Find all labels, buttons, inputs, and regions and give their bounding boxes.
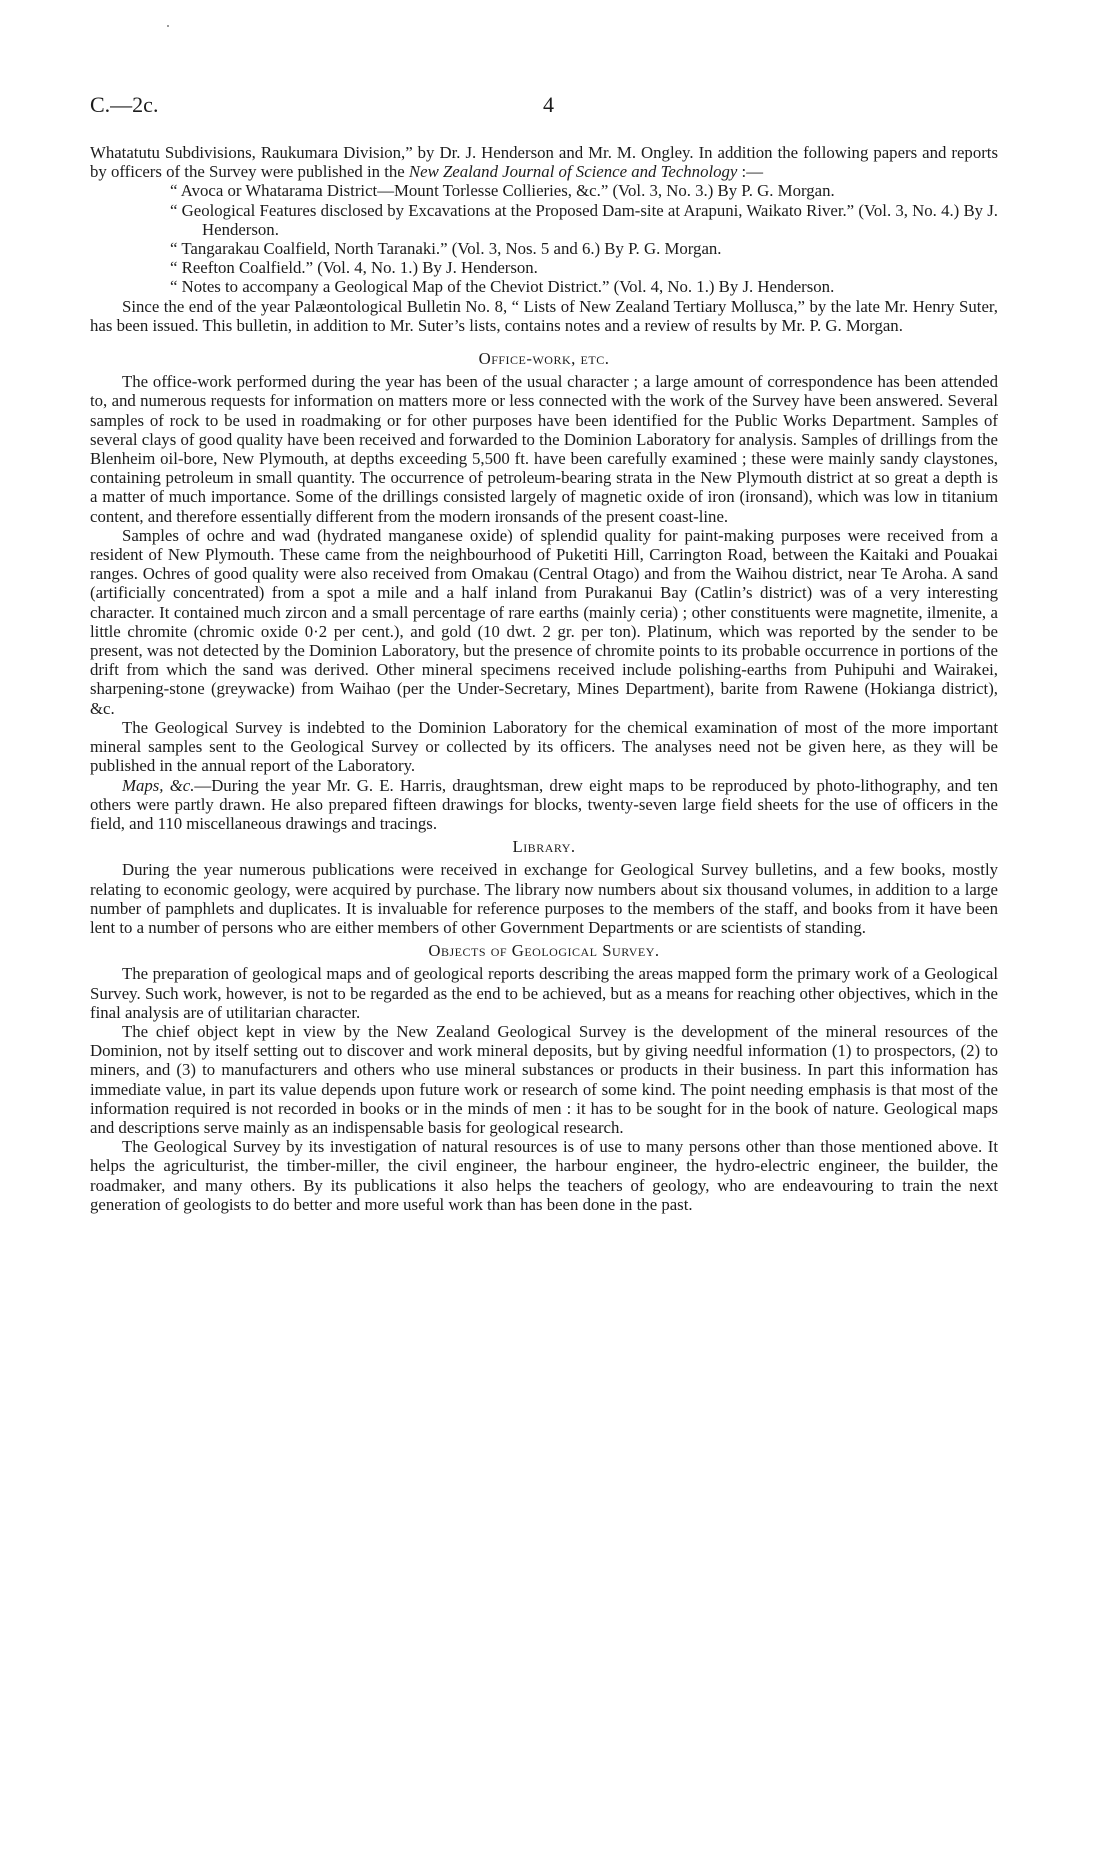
objects-heading: Objects of Geological Survey. <box>428 941 660 961</box>
office-work-heading: Office-work, etc. <box>478 349 610 369</box>
library-heading: Library. <box>512 837 576 857</box>
maps-label: Maps, &c. <box>122 775 195 795</box>
document-code: C.—2c. <box>90 92 159 117</box>
reference-item: “ Reefton Coalfield.” (Vol. 4, No. 1.) By J. Henderson. <box>170 258 538 278</box>
objects-paragraph: The preparation of geological maps and of geological reports describing the areas mapped form the primary work of a Geological Survey. Such work, however, is not to be regarded as the end to be achieved, but as a means for reaching other objectives, which in the final analysis are of utilitarian character. <box>90 964 998 1022</box>
journal-name: New Zealand Journal of Science and Technology <box>408 162 738 182</box>
intro-lead-in: :— <box>737 162 763 182</box>
office-work-paragraph: The Geological Survey is indebted to the Dominion Laboratory for the chemical examination of most of the more important mineral samples sent to the Geological Survey or collected by its officers. The analyses need not be given here, as they will be published in the annual report of the Laboratory. <box>90 717 998 776</box>
reference-item: “ Notes to accompany a Geological Map of the Cheviot District.” (Vol. 4, No. 1.) By J. Henderson. <box>170 277 835 297</box>
office-work-paragraph: Samples of ochre and wad (hydrated manganese oxide) of splendid quality for paint-making purposes were received from a resident of New Plymouth. These came from the neighbourhood of Puketiti Hill, Carrington Road, between the Kaitaki and Pouakai ranges. Ochres of good quality were also received from Omakau (Central Otago) and from the Waihou district, near Te Aroha. A sand (artificially concentrated) from a spot a mile and a half inland from Purakanui Bay (Catlin’s district) was of a very interesting character. It contained much zircon and a small percentage of rare earths (mainly ceria) ; other constituents were magnetite, ilmenite, a little chromite (chromic oxide 0·2 per cent.), and gold (10 dwt. 2 gr. per ton). Platinum, which was reported by the sender to be present, was not detected by the Dominion Laboratory, but the presence of chromite points to its probable occurrence in portions of the drift from which the sand was derived. Other mineral specimens received include polishing-earths from Puhipuhi and Wairakei, sharpening-stone (greywacke) from Waihao (per the Under-Secretary, Mines Department), barite from Rawene (Hokianga district), &c. <box>90 525 998 718</box>
office-work-paragraph: The office-work performed during the year has been of the usual character ; a large amount of correspondence has been attended to, and numerous requests for information on matters more or less connected with the work of the Survey have been answered. Several samples of rock to be used in roadmaking or for other purposes have been identified for the Public Works Department. Samples of several clays of good quality have been received and forwarded to the Dominion Laboratory for analysis. Samples of drillings from the Blenheim oil-bore, New Plymouth, at depths exceeding 5,500 ft. have been carefully examined ; these were mainly sandy claystones, containing petroleum in small quantity. The occurrence of petroleum-bearing strata in the New Plymouth district at so great a depth is a matter of much importance. Some of the drillings consisted largely of magnetic oxide of iron (ironsand), which was low in titanium content, and therefore essentially different from the modern ironsands of the present coast-line. <box>90 372 998 526</box>
objects-paragraph: The chief object kept in view by the New Zealand Geological Survey is the development of the mineral resources of the Dominion, not by itself setting out to discover and work mineral deposits, but by giving needful information (1) to prospectors, (2) to miners, and (3) to manufacturers and others who use mineral substances or products in their business. In part this information has immediate value, in part its value depends upon future work or research of some kind. The point needing emphasis is that most of the information required is not recorded in books or in the minds of men : it has to be sought for in the book of nature. Geological maps and descriptions serve mainly as an indispensable basis for geological research. <box>90 1021 998 1137</box>
scan-speck <box>167 25 169 27</box>
maps-text: —During the year Mr. G. E. Harris, draughtsman, drew eight maps to be reproduced by photo-lithography, and ten others were partly drawn. He also prepared fifteen drawings for blocks, twenty-seven large field sheets for the use of officers in the field, and 110 miscellaneous drawings and tracings. <box>90 775 998 833</box>
page-number: 4 <box>543 92 554 117</box>
reference-item: “ Geological Features disclosed by Excavations at the Proposed Dam-site at Arapuni, Waikato River.” (Vol. 3, No. 4.) By J. Henderson. <box>170 200 998 239</box>
bulletin-paragraph: Since the end of the year Palæontological Bulletin No. 8, “ Lists of New Zealand Tertiary Mollusca,” by the late Mr. Henry Suter, has been issued. This bulletin, in addition to Mr. Suter’s lists, contains notes and a review of results by Mr. P. G. Morgan. <box>90 296 998 335</box>
maps-paragraph <box>90 776 998 834</box>
intro-paragraph <box>90 143 998 181</box>
reference-item: “ Tangarakau Coalfield, North Taranaki.” (Vol. 3, Nos. 5 and 6.) By P. G. Morgan. <box>170 239 722 259</box>
library-paragraph: During the year numerous publications were received in exchange for Geological Survey bulletins, and a few books, mostly relating to economic geology, were acquired by purchase. The library now numbers about six thousand volumes, in addition to a large number of pamphlets and duplicates. It is invaluable for reference purposes to the members of the staff, and books from it have been lent to a number of persons who are either members of other Government Departments or are scientists of standing. <box>90 860 998 937</box>
intro-text: Whatatutu Subdivisions, Raukumara Division,” by Dr. J. Henderson and Mr. M. Ongley. In addition the following papers and reports by officers of the Survey were published in the <box>90 143 998 182</box>
page-header <box>90 92 998 122</box>
objects-paragraph: The Geological Survey by its investigation of natural resources is of use to many persons other than those mentioned above. It helps the agriculturist, the timber-miller, the civil engineer, the harbour engineer, the hydro-electric engineer, the builder, the roadmaker, and many others. By its publications it also helps the teachers of geology, who are endeavouring to train the next generation of geologists to do better and more useful work than has been done in the past. <box>90 1137 998 1214</box>
page-body <box>90 143 998 1214</box>
reference-item: “ Avoca or Whatarama District—Mount Torlesse Collieries, &c.” (Vol. 3, No. 3.) By P. G. Morgan. <box>170 181 835 201</box>
